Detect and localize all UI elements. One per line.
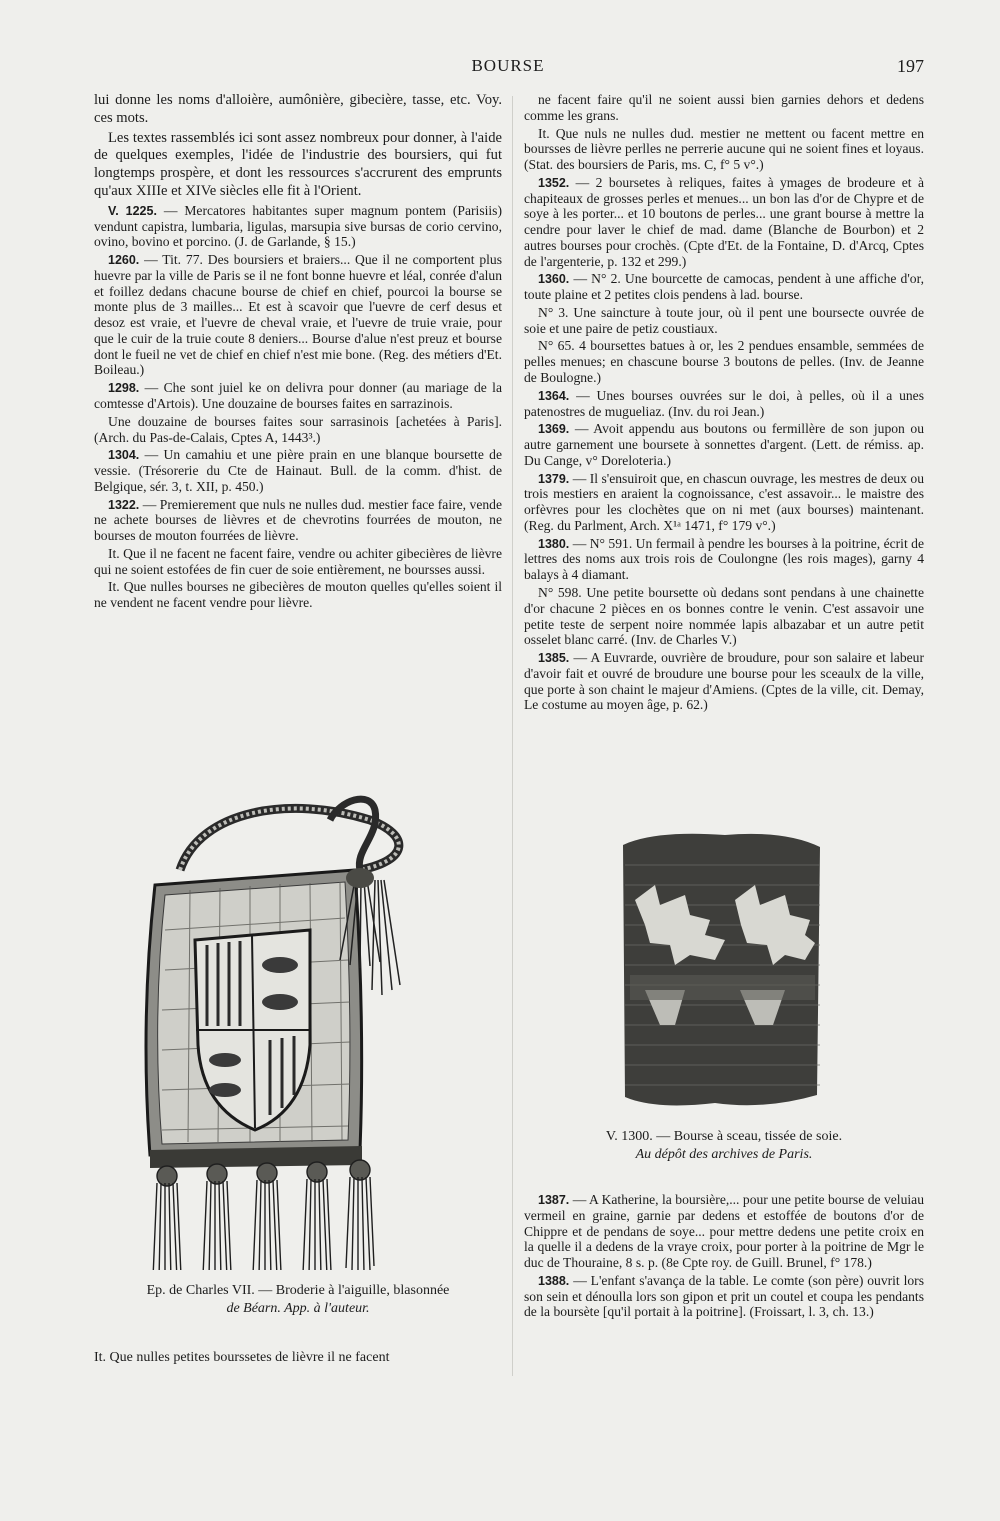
entry-paragraph [524, 388, 924, 420]
entry-year: 1360. [538, 272, 570, 287]
entry-paragraph [524, 585, 924, 648]
entry-paragraph [94, 497, 502, 544]
entry-year: 1387. [538, 1193, 570, 1207]
running-title: BOURSE [471, 56, 545, 75]
entry-paragraph [94, 252, 502, 378]
entry-text: — Un camahiu et une pière prain en une blanque boursette de vessie. (Trésorerie du Cte de Hainaut. Bull. de la comm. d'hist. de Belgique, sér. 3, t. XII, p. 450.) [94, 447, 502, 494]
right-figure-caption [524, 1128, 924, 1163]
left-column-bottom [94, 1350, 502, 1368]
entry-paragraph [94, 579, 502, 611]
entry-paragraph [524, 338, 924, 385]
entry-paragraph [524, 305, 924, 337]
entry-text: It. Que nuls ne nulles dud. mestier ne mettent ou facent mettre en boursses de lièvre perlles ne perrerie aucune qui ne soient fines et loyaus. (Stat. des boursiers de Paris, ms. C, f° 5 v°.) [524, 125, 924, 173]
left-bottom-line: It. Que nulles petites bourssetes de lièvre il ne facent [94, 1350, 390, 1365]
entry-paragraph [524, 92, 924, 124]
entry-text: — Mercatores habitantes super magnum pontem (Parisiis) vendunt capistra, lumbaria, ligulas, marsupia sive bursas de corio cervino, ovino, bovino et porcino. (J. de Garlande, § 15.) [94, 202, 502, 250]
entry-year: 1379. [538, 471, 570, 486]
right-column [524, 92, 924, 715]
left-caption-line-1: Ep. de Charles VII. — Broderie à l'aiguille, blasonnée [146, 1283, 450, 1298]
entry-paragraph [524, 1273, 924, 1320]
entry-year: 1385. [538, 651, 570, 666]
right-column-bottom [524, 1192, 924, 1322]
entry-text: — Che sont juiel ke on delivra pour donner (au mariage de la comtesse d'Artois). Une douzaine de bourses faites en sarrazinois. [94, 380, 502, 411]
entry-text: N° 598. Une petite boursette où dedans sont pendans à une chainette d'or chacune 2 pièces en os bonnes contre le venin. C'est assavoir une petite teste de serpent noire nommée lapis albazabar et un autre petit osselet blanc carré. (Inv. de Charles V.) [524, 584, 924, 648]
entry-paragraph [94, 447, 502, 494]
left-figure-caption [94, 1282, 502, 1317]
entry-text: — Premierement que nuls ne nulles dud. mestier face faire, vende ne achete bourses de lièvres et de chevrotins fourrées de mouton, ne bourses de mouton fourrées de lièvre. [94, 496, 502, 544]
entry-paragraph [94, 203, 502, 250]
woven-seal-purse-illustration [615, 825, 830, 1115]
entry-text: It. Que nulles bourses ne gibecières de mouton quelles qu'elles soient il ne vendent ne facent vendre pour lièvre. [94, 579, 502, 611]
entry-text: — N° 2. Une bourcette de camocas, pendent à une affiche d'or, toute plaine et 2 petites clois pendens à lad. bourse. [524, 271, 924, 303]
entry-year: 1388. [538, 1273, 570, 1288]
entry-text: — A Euvrarde, ouvrière de broudure, pour son salaire et labeur d'avoir fait et ouvré de broudure une bourse pour les sceaulx de la ville, que porte à son chaint le majeur d'Amiens. (Cptes de la ville, cit. Demay, Le costume au moyen âge, p. 62.) [524, 650, 924, 713]
entry-text: — Avoit appendu aus boutons ou fermillère de son jupon ou autre garnement une boursete à sonnettes d'argent. (Lett. de rémiss. ap. Du Cange, v° Doreloteria.) [524, 421, 924, 468]
entry-year: 1260. [108, 253, 140, 268]
entry-text: — L'enfant s'avança de la table. Le comte (son père) ouvrit lors son sein et dénoulla lors son gipon et prit un coutel et coupa les pendants de la boursète [qu'il portait à la poitrine]. (Froissart, l. 3, ch. 13.) [524, 1272, 924, 1320]
entry-paragraph [524, 650, 924, 713]
left-entries [94, 203, 502, 611]
entry-text: Une douzaine de bourses faites sour sarrasinois [achetées à Paris]. (Arch. du Pas-de-Calais, Cptes A, 1443³.) [94, 413, 502, 445]
entry-year: 1352. [538, 175, 570, 190]
entry-paragraph [524, 271, 924, 303]
entry-year: 1380. [538, 536, 570, 551]
embroidered-purse-illustration [110, 790, 500, 1270]
entry-year: 1369. [538, 422, 570, 437]
right-lower-entries [524, 1192, 924, 1320]
entry-text: — A Katherine, la boursière,... pour une petite bourse de veluiau vermeil en graine, garnie par dedens et estoffée de boutons d'or de Chippre et de pendans de soye... pour mettre dedens une petite croix en la quelle il a dedens de la vraye croix, pour porter à la poitrine de Mgr le duc de Thouraine, 8 s. p. (8e Cpte roy. de Guill. Brunel, f° 178.) [524, 1192, 924, 1271]
entry-text: — 2 boursetes à reliques, faites à ymages de brodeure et à chapiteaux de grosses perles et menues... un bon las d'or de Chypre et de soye à les porter... et 10 boutons de perles... une grant bourse à mettre la cendre pour laver le chief de mad. dame (Blanche de Bourbon) et 2 autres bourses pour crochès. (Cpte d'Et. de la Fontaine, D. d'Arcq, Cptes de l'argenterie, p. 132 et 299.) [524, 174, 924, 269]
entry-year: V. 1225. [108, 203, 157, 218]
entry-text: — Tit. 77. Des boursiers et braiers... Que il ne comportent plus huevre par la ville de Paris se il ne font bonne huevre et léal, conrée d'alun et foillez dedans chacune bourse de chief en chief, pourcoi la bourse se monte plus de 3 mailles... Et est à scavoir que l'uevre de cerf desus et desoz est vraie, et l'uevre de cheval vraie, et l'uevre de truie vraie, pour que le cuir de la truie coute 8 deniers... Bourse d'alue n'est preuz et bourse dont le fueil ne vet de chief en chief n'est mie bone. (Reg. des métiers d'Et. Boileau.) [94, 252, 502, 378]
entry-year: 1298. [108, 381, 140, 396]
column-divider [512, 96, 513, 1376]
entry-paragraph [524, 1192, 924, 1271]
entry-text: It. Que il ne facent ne facent faire, vendre ou achiter gibecières de lièvre qui ne soient estofées de fin cuer de soie entièrement, ne boursses aussi. [94, 545, 502, 577]
entry-paragraph [524, 126, 924, 173]
entry-paragraph [524, 471, 924, 534]
entry-text: — Unes bourses ouvrées sur le doi, à pelles, où il a unes patenostres de mugueliaz. (Inv. du roi Jean.) [524, 387, 924, 419]
entry-paragraph [94, 380, 502, 412]
page-header [92, 56, 924, 82]
entry-paragraph [94, 414, 502, 446]
entry-paragraph [524, 421, 924, 468]
entry-text: — N° 591. Un fermail à pendre les bourses à la poitrine, écrit de lettres des noms aux trois rois de Coulongne (les rois mages), garny 4 balays à 4 diamant. [524, 535, 924, 583]
intro-paragraph-2: Les textes rassemblés ici sont assez nombreux pour donner, à l'aide de quelques exemples, l'idée de l'industrie des boursiers, qui fut longtemps prospère, et dont les ressources s'accrurent des emprunts qu'aux XIIIe et XIVe siècles elle fit à l'Orient. [94, 129, 502, 199]
entry-year: 1364. [538, 388, 570, 403]
entry-paragraph [524, 536, 924, 583]
left-column [94, 92, 502, 613]
entry-year: 1304. [108, 448, 140, 463]
intro-paragraph-1: lui donne les noms d'alloière, aumônière, gibecière, tasse, etc. Voy. ces mots. [94, 92, 502, 126]
entry-text: — Il s'ensuiroit que, en chascun ouvrage, les mestres de deux ou trois mestiers en araient la cognoissance, c'est assavoir... le maistre des orfèvres pour les clochètes que on ni met (aux bourses) maintenant. (Reg. du Parlment, Arch. X¹ᵃ 1471, f° 179 v°.) [524, 470, 924, 533]
right-entries [524, 92, 924, 713]
entry-paragraph [524, 175, 924, 270]
entry-year: 1322. [108, 497, 140, 512]
entry-text: ne facent faire qu'il ne soient aussi bien garnies dehors et dedens comme les grans. [524, 92, 924, 123]
page-number: 197 [897, 56, 924, 76]
entry-text: N° 65. 4 boursettes batues à or, les 2 pendues ensamble, semmées de pelles menues; en chascune bourse 3 boutons de pelles. (Inv. de Jeanne de Boulogne.) [524, 338, 924, 386]
entry-paragraph [94, 546, 502, 578]
right-caption-line-1: V. 1300. — Bourse à sceau, tissée de soie. [605, 1129, 843, 1144]
right-caption-line-2: Au dépôt des archives de Paris. [635, 1146, 813, 1162]
left-caption-line-2: de Béarn. App. à l'auteur. [226, 1300, 370, 1316]
entry-text: N° 3. Une saincture à toute jour, où il pent une boursecte ouvrée de soie et une paire de petiz coustiaux. [524, 304, 924, 336]
